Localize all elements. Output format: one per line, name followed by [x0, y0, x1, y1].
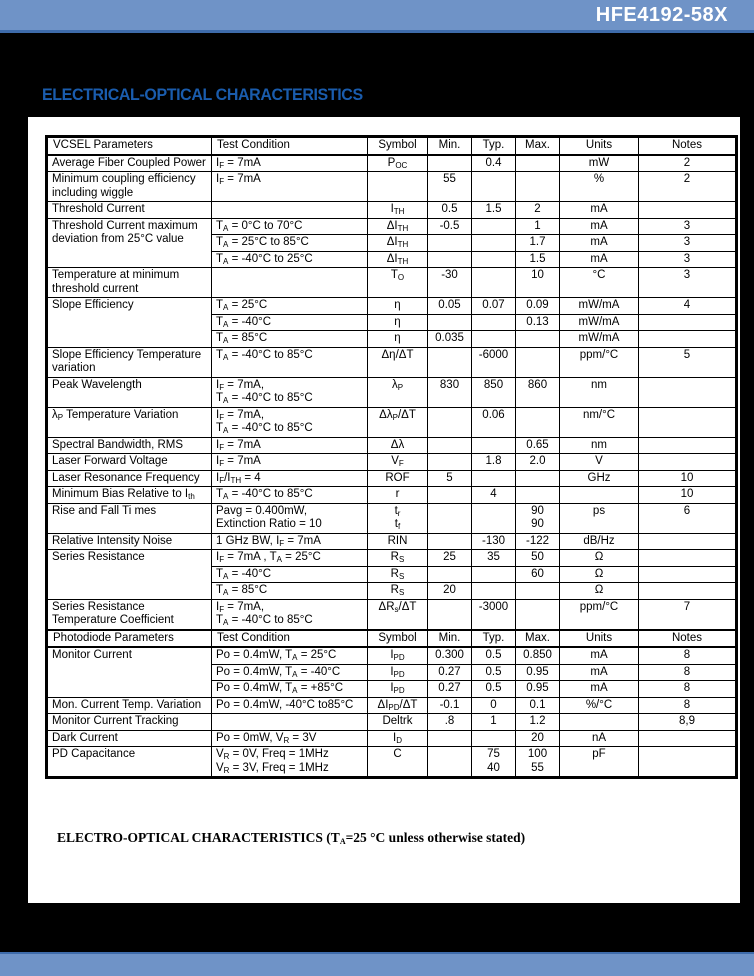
param-cell: Slope Efficiency Temperature variation	[47, 347, 212, 377]
typ-cell: 4	[472, 487, 516, 504]
test-condition-cell: $T_A = 85^\circ C$	[212, 331, 368, 348]
test-condition-cell: $I_F = 7mA$	[212, 454, 368, 471]
table-row	[47, 202, 737, 219]
typ-cell	[472, 251, 516, 268]
notes-cell	[639, 747, 737, 778]
typ-cell: 1.8	[472, 454, 516, 471]
min-cell: 25	[428, 550, 472, 567]
table-row	[47, 268, 737, 298]
min-cell: -30	[428, 268, 472, 298]
column-header: Test Condition	[212, 137, 368, 155]
table-row	[47, 747, 737, 778]
units-cell: nA	[560, 730, 639, 747]
max-cell: 100 55	[516, 747, 560, 778]
min-cell: -0.1	[428, 697, 472, 714]
symbol-cell: $\Delta I_{TH}$	[368, 235, 428, 252]
max-cell	[516, 470, 560, 487]
units-cell: nm	[560, 437, 639, 454]
min-cell	[428, 155, 472, 172]
top-header-bar	[0, 0, 754, 33]
max-cell: -122	[516, 533, 560, 550]
test-condition-cell	[212, 268, 368, 298]
typ-cell: 850	[472, 377, 516, 407]
symbol-cell: Δη/ΔT	[368, 347, 428, 377]
param-cell: PD Capacitance	[47, 747, 212, 778]
param-cell: Minimum Bias Relative to $I_{th}$	[47, 487, 212, 504]
notes-cell: 3	[639, 235, 737, 252]
notes-cell: 3	[639, 251, 737, 268]
typ-cell	[472, 218, 516, 235]
min-cell	[428, 487, 472, 504]
units-cell: mA	[560, 218, 639, 235]
typ-cell	[472, 503, 516, 533]
column-header: Notes	[639, 137, 737, 155]
max-cell: 0.95	[516, 664, 560, 681]
param-cell: $\lambda_P$ Temperature Variation	[47, 407, 212, 437]
typ-cell: 0.5	[472, 664, 516, 681]
min-cell: 55	[428, 172, 472, 202]
param-cell: Threshold Current maximum deviation from 25°C value	[47, 218, 212, 268]
table-row	[47, 647, 737, 664]
symbol-cell: $I_{PD}$	[368, 647, 428, 664]
test-condition-cell: $V_R = 0V$, Freq = 1MHz $V_R = 3V$, Freq = 1MHz	[212, 747, 368, 778]
table-row	[47, 218, 737, 235]
notes-cell: 8	[639, 681, 737, 698]
param-cell: Minimum coupling efficiency including wiggle	[47, 172, 212, 202]
typ-cell	[472, 314, 516, 331]
test-condition-cell: $T_A = 0^\circ C$ to 70°C	[212, 218, 368, 235]
max-cell: 0.13	[516, 314, 560, 331]
symbol-cell: Δλ	[368, 437, 428, 454]
column-header: Typ.	[472, 630, 516, 648]
min-cell	[428, 599, 472, 630]
notes-cell: 8	[639, 697, 737, 714]
test-condition-cell: $T_A = -40^\circ C$ to 85°C	[212, 347, 368, 377]
units-cell: ps	[560, 503, 639, 533]
table-row	[47, 730, 737, 747]
units-cell	[560, 487, 639, 504]
param-cell: Spectral Bandwidth, RMS	[47, 437, 212, 454]
test-condition-cell: Po = 0.4mW, $T_A = -40^\circ C$	[212, 664, 368, 681]
units-cell: Ω	[560, 566, 639, 583]
min-cell	[428, 314, 472, 331]
column-header: Test Condition	[212, 630, 368, 648]
units-cell: mA	[560, 235, 639, 252]
units-cell: °C	[560, 268, 639, 298]
symbol-cell: $V_F$	[368, 454, 428, 471]
test-condition-cell: $T_A = 25^\circ C$ to 85°C	[212, 235, 368, 252]
param-cell: Monitor Current Tracking	[47, 714, 212, 731]
column-header-row	[47, 137, 737, 155]
test-condition-cell: $T_A = -40^\circ C$	[212, 314, 368, 331]
notes-cell	[639, 437, 737, 454]
units-cell: nm	[560, 377, 639, 407]
notes-cell	[639, 407, 737, 437]
min-cell	[428, 503, 472, 533]
min-cell	[428, 235, 472, 252]
table-caption: ELECTRO-OPTICAL CHARACTERISTICS ($T_A=25$ °C unless otherwise stated)	[57, 830, 526, 846]
notes-cell	[639, 314, 737, 331]
param-cell: Slope Efficiency	[47, 298, 212, 348]
test-condition-cell: Pavg = 0.400mW, Extinction Ratio = 10	[212, 503, 368, 533]
table-row	[47, 377, 737, 407]
typ-cell: 0	[472, 697, 516, 714]
table-row	[47, 347, 737, 377]
test-condition-cell: Po = 0.4mW, -40°C to85°C	[212, 697, 368, 714]
typ-cell: 0.06	[472, 407, 516, 437]
column-header: Symbol	[368, 630, 428, 648]
min-cell: 0.035	[428, 331, 472, 348]
max-cell	[516, 583, 560, 600]
min-cell: 0.27	[428, 681, 472, 698]
units-cell: mW	[560, 155, 639, 172]
typ-cell	[472, 566, 516, 583]
column-header: Units	[560, 137, 639, 155]
max-cell: 20	[516, 730, 560, 747]
symbol-cell: ROF	[368, 470, 428, 487]
symbol-cell: $t_r$ $t_f$	[368, 503, 428, 533]
typ-cell	[472, 730, 516, 747]
units-cell: mW/mA	[560, 298, 639, 315]
test-condition-cell: 1 GHz BW, $I_F = 7mA$	[212, 533, 368, 550]
max-cell	[516, 407, 560, 437]
max-cell: 50	[516, 550, 560, 567]
units-cell: Ω	[560, 583, 639, 600]
symbol-cell: $\lambda_P$	[368, 377, 428, 407]
column-header: Min.	[428, 137, 472, 155]
units-cell: %/°C	[560, 697, 639, 714]
column-header: Min.	[428, 630, 472, 648]
symbol-cell: $P_{OC}$	[368, 155, 428, 172]
column-header-row	[47, 630, 737, 648]
symbol-cell: η	[368, 331, 428, 348]
table-row	[47, 533, 737, 550]
min-cell: 0.300	[428, 647, 472, 664]
max-cell: 1	[516, 218, 560, 235]
column-header: Typ.	[472, 137, 516, 155]
notes-cell	[639, 583, 737, 600]
param-cell: Threshold Current	[47, 202, 212, 219]
table-row	[47, 503, 737, 533]
param-cell: Temperature at minimum threshold current	[47, 268, 212, 298]
typ-cell	[472, 583, 516, 600]
typ-cell: 1.5	[472, 202, 516, 219]
notes-cell	[639, 454, 737, 471]
notes-cell: 5	[639, 347, 737, 377]
min-cell: 5	[428, 470, 472, 487]
symbol-cell: $\Delta\lambda_P/\Delta T$	[368, 407, 428, 437]
test-condition-cell: $T_A = 25^\circ C$	[212, 298, 368, 315]
typ-cell: 0.5	[472, 681, 516, 698]
min-cell	[428, 251, 472, 268]
test-condition-cell: $I_F = 7mA$	[212, 437, 368, 454]
column-header: Units	[560, 630, 639, 648]
notes-cell: 8	[639, 647, 737, 664]
typ-cell: 1	[472, 714, 516, 731]
table-row	[47, 407, 737, 437]
symbol-cell: $I_D$	[368, 730, 428, 747]
notes-cell: 2	[639, 155, 737, 172]
max-cell	[516, 487, 560, 504]
typ-cell	[472, 268, 516, 298]
min-cell: 20	[428, 583, 472, 600]
symbol-cell: $I_{TH}$	[368, 202, 428, 219]
max-cell: 0.65	[516, 437, 560, 454]
notes-cell	[639, 550, 737, 567]
symbol-cell: RIN	[368, 533, 428, 550]
max-cell: 1.5	[516, 251, 560, 268]
column-header: Max.	[516, 630, 560, 648]
symbol-cell: η	[368, 314, 428, 331]
max-cell	[516, 155, 560, 172]
test-condition-cell: $I_F = 7mA$, $T_A = -40^\circ C$ to 85°C	[212, 407, 368, 437]
min-cell: 0.05	[428, 298, 472, 315]
symbol-cell: η	[368, 298, 428, 315]
table-row	[47, 454, 737, 471]
units-cell: Ω	[560, 550, 639, 567]
max-cell	[516, 172, 560, 202]
max-cell: 860	[516, 377, 560, 407]
symbol-cell: Deltrk	[368, 714, 428, 731]
bottom-footer-bar	[0, 952, 754, 976]
max-cell: 2	[516, 202, 560, 219]
notes-cell	[639, 202, 737, 219]
table-row	[47, 550, 737, 567]
test-condition-cell: $T_A = -40^\circ C$ to 25°C	[212, 251, 368, 268]
notes-cell	[639, 730, 737, 747]
symbol-cell: r	[368, 487, 428, 504]
param-cell: Laser Resonance Frequency	[47, 470, 212, 487]
max-cell: 2.0	[516, 454, 560, 471]
param-cell: Series Resistance Temperature Coefficient	[47, 599, 212, 630]
characteristics-table	[45, 135, 738, 779]
notes-cell: 6	[639, 503, 737, 533]
symbol-cell: $\Delta I_{TH}$	[368, 218, 428, 235]
units-cell: mA	[560, 647, 639, 664]
test-condition-cell: $I_F = 7mA$, $T_A = -40^\circ C$ to 85°C	[212, 377, 368, 407]
column-header: Photodiode Parameters	[47, 630, 212, 648]
typ-cell: 75 40	[472, 747, 516, 778]
characteristics-table-body	[47, 137, 737, 778]
test-condition-cell: $I_F = 7mA$	[212, 155, 368, 172]
symbol-cell: $\Delta R_s/\Delta T$	[368, 599, 428, 630]
typ-cell	[472, 470, 516, 487]
param-cell: Peak Wavelength	[47, 377, 212, 407]
param-cell: Monitor Current	[47, 647, 212, 697]
max-cell: 1.2	[516, 714, 560, 731]
part-number: HFE4192-58X	[595, 4, 728, 26]
min-cell: -0.5	[428, 218, 472, 235]
units-cell: dB/Hz	[560, 533, 639, 550]
max-cell: 0.1	[516, 697, 560, 714]
units-cell	[560, 714, 639, 731]
units-cell: mA	[560, 202, 639, 219]
min-cell	[428, 407, 472, 437]
test-condition-cell	[212, 714, 368, 731]
notes-cell: 7	[639, 599, 737, 630]
units-cell: nm/°C	[560, 407, 639, 437]
param-cell: Relative Intensity Noise	[47, 533, 212, 550]
typ-cell	[472, 172, 516, 202]
symbol-cell: $R_S$	[368, 583, 428, 600]
units-cell: ppm/°C	[560, 347, 639, 377]
max-cell	[516, 347, 560, 377]
typ-cell: 0.07	[472, 298, 516, 315]
table-row	[47, 697, 737, 714]
typ-cell: 0.4	[472, 155, 516, 172]
param-cell: Rise and Fall Ti mes	[47, 503, 212, 533]
min-cell	[428, 566, 472, 583]
max-cell: 10	[516, 268, 560, 298]
page-title: ELECTRICAL-OPTICAL CHARACTERISTICS	[42, 85, 363, 104]
param-cell: Laser Forward Voltage	[47, 454, 212, 471]
test-condition-cell: Po = 0mW, $V_R = 3V$	[212, 730, 368, 747]
max-cell: 0.850	[516, 647, 560, 664]
units-cell: mA	[560, 681, 639, 698]
notes-cell: 3	[639, 268, 737, 298]
units-cell: mW/mA	[560, 331, 639, 348]
notes-cell: 10	[639, 470, 737, 487]
test-condition-cell: $T_A = 85^\circ C$	[212, 583, 368, 600]
content-sheet	[28, 117, 740, 903]
min-cell: 830	[428, 377, 472, 407]
symbol-cell	[368, 172, 428, 202]
notes-cell	[639, 377, 737, 407]
max-cell	[516, 599, 560, 630]
table-row	[47, 714, 737, 731]
param-cell: Series Resistance	[47, 550, 212, 600]
min-cell: .8	[428, 714, 472, 731]
units-cell: ppm/°C	[560, 599, 639, 630]
min-cell: 0.5	[428, 202, 472, 219]
symbol-cell: C	[368, 747, 428, 778]
units-cell: %	[560, 172, 639, 202]
table-row	[47, 487, 737, 504]
min-cell	[428, 454, 472, 471]
notes-cell	[639, 533, 737, 550]
typ-cell	[472, 331, 516, 348]
test-condition-cell: $I_F = 7mA$ , $T_A = 25^\circ C$	[212, 550, 368, 567]
typ-cell: 35	[472, 550, 516, 567]
notes-cell: 8,9	[639, 714, 737, 731]
units-cell: mW/mA	[560, 314, 639, 331]
typ-cell	[472, 437, 516, 454]
column-header: VCSEL Parameters	[47, 137, 212, 155]
symbol-cell: $T_O$	[368, 268, 428, 298]
min-cell	[428, 347, 472, 377]
typ-cell: 0.5	[472, 647, 516, 664]
min-cell	[428, 747, 472, 778]
column-header: Max.	[516, 137, 560, 155]
table-row	[47, 437, 737, 454]
symbol-cell: $I_{PD}$	[368, 681, 428, 698]
symbol-cell: $R_S$	[368, 566, 428, 583]
units-cell: V	[560, 454, 639, 471]
max-cell: 0.95	[516, 681, 560, 698]
table-row	[47, 155, 737, 172]
units-cell: mA	[560, 251, 639, 268]
notes-cell: 3	[639, 218, 737, 235]
param-cell: Average Fiber Coupled Power	[47, 155, 212, 172]
param-cell: Mon. Current Temp. Variation	[47, 697, 212, 714]
notes-cell: 4	[639, 298, 737, 315]
max-cell: 60	[516, 566, 560, 583]
typ-cell: -130	[472, 533, 516, 550]
max-cell: 90 90	[516, 503, 560, 533]
max-cell	[516, 331, 560, 348]
test-condition-cell: $I_F = 7mA$, $T_A = -40^\circ C$ to 85°C	[212, 599, 368, 630]
table-row	[47, 172, 737, 202]
notes-cell: 10	[639, 487, 737, 504]
test-condition-cell: Po = 0.4mW, $T_A = +85^\circ C$	[212, 681, 368, 698]
min-cell: 0.27	[428, 664, 472, 681]
min-cell	[428, 730, 472, 747]
table-row	[47, 298, 737, 315]
units-cell: GHz	[560, 470, 639, 487]
units-cell: pF	[560, 747, 639, 778]
symbol-cell: $R_S$	[368, 550, 428, 567]
notes-cell	[639, 331, 737, 348]
units-cell: mA	[560, 664, 639, 681]
test-condition-cell: Po = 0.4mW, $T_A = 25^\circ C$	[212, 647, 368, 664]
min-cell	[428, 437, 472, 454]
test-condition-cell: $T_A = -40^\circ C$ to 85°C	[212, 487, 368, 504]
max-cell: 1.7	[516, 235, 560, 252]
notes-cell: 2	[639, 172, 737, 202]
test-condition-cell: $I_F/I_{TH} = 4$	[212, 470, 368, 487]
column-header: Symbol	[368, 137, 428, 155]
column-header: Notes	[639, 630, 737, 648]
symbol-cell: $\Delta I_{PD}/\Delta T$	[368, 697, 428, 714]
test-condition-cell: $T_A = -40^\circ C$	[212, 566, 368, 583]
typ-cell	[472, 235, 516, 252]
table-row	[47, 599, 737, 630]
symbol-cell: $\Delta I_{TH}$	[368, 251, 428, 268]
max-cell: 0.09	[516, 298, 560, 315]
symbol-cell: $I_{PD}$	[368, 664, 428, 681]
param-cell: Dark Current	[47, 730, 212, 747]
typ-cell: -3000	[472, 599, 516, 630]
typ-cell: -6000	[472, 347, 516, 377]
notes-cell	[639, 566, 737, 583]
min-cell	[428, 533, 472, 550]
test-condition-cell: $I_F = 7mA$	[212, 172, 368, 202]
test-condition-cell	[212, 202, 368, 219]
notes-cell: 8	[639, 664, 737, 681]
table-row	[47, 470, 737, 487]
